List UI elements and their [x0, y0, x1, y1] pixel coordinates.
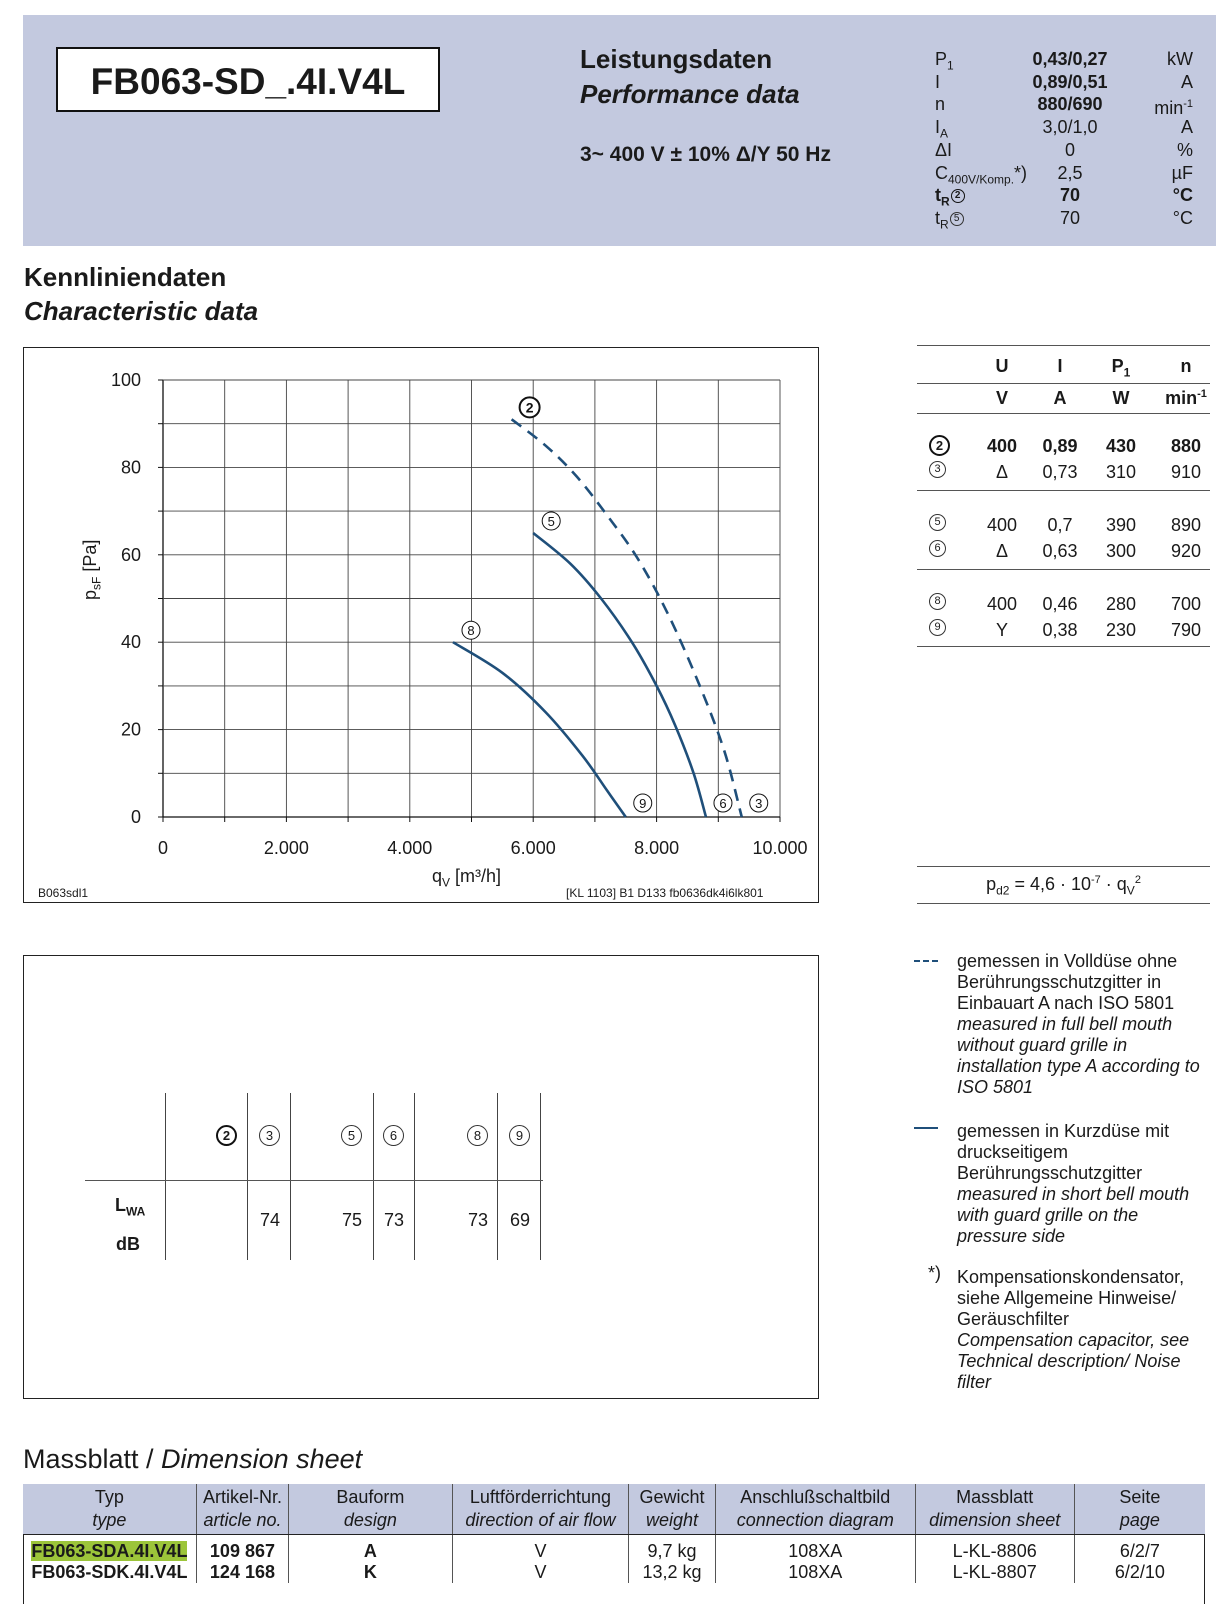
dim-header-en: design: [343, 1510, 397, 1530]
operating-point-marker: [929, 619, 946, 637]
dim-header-de: Bauform: [336, 1487, 405, 1507]
dim-header-en: dimension sheet: [929, 1510, 1061, 1530]
circle-marker-3: 3: [929, 461, 946, 478]
dimension-title: Massblatt / Dimension sheet: [23, 1444, 363, 1474]
spec-symbol-text: P: [935, 49, 948, 69]
flow-formula: [917, 874, 1210, 898]
table-cell-n: 910: [1170, 462, 1202, 482]
table-cell-U: 400: [986, 436, 1018, 456]
noise-col-divider: [373, 1093, 374, 1260]
circle-marker-2: 2: [216, 1125, 237, 1146]
spec-symbol-text: C: [935, 162, 948, 183]
circle-marker-3: 3: [259, 1125, 280, 1146]
performance-chart: [23, 347, 819, 903]
table-cell-I: 0,73: [1042, 462, 1078, 482]
noise-value: 75: [341, 1210, 363, 1230]
table-cell-U: 400: [986, 515, 1018, 535]
curve-5: [533, 533, 706, 817]
table-cell-P: 430: [1105, 436, 1137, 456]
noise-col-marker: [259, 1125, 280, 1146]
x-tick-label: 8.000: [634, 838, 680, 858]
x-tick-label: 0: [157, 838, 169, 858]
dim-header-de: Artikel-Nr.: [202, 1487, 282, 1507]
dimension-table: [23, 1484, 1205, 1583]
formula-p: p: [986, 874, 997, 894]
x-tick-label: 4.000: [387, 838, 433, 858]
table-cell-n: 890: [1170, 515, 1202, 535]
y-tick-label: 0: [130, 807, 141, 827]
table-cell-n: 700: [1170, 594, 1202, 614]
table-cell-I: 0,46: [1042, 594, 1078, 614]
legend-dashed-en: measured in full bell mouth without guard grille in installation type A according to ISO 5801: [957, 1014, 1200, 1097]
circle-marker-6: 6: [929, 540, 946, 557]
operating-point-marker: [929, 514, 946, 532]
table-unit: V: [995, 388, 1008, 408]
table-cell-U: Y: [995, 620, 1008, 640]
circle-marker-9: 9: [929, 619, 946, 636]
noise-col-divider: [247, 1093, 248, 1260]
spec-unit: %: [1176, 139, 1193, 160]
circle-marker-2: 2: [951, 189, 965, 203]
noise-col-marker: [467, 1125, 488, 1146]
noise-col-marker: [341, 1125, 362, 1146]
y-tick-label: 100: [110, 370, 141, 390]
dim-header: [452, 1484, 628, 1535]
dim-header-de: Typ: [94, 1487, 124, 1507]
curve-start-label-2: 2: [525, 399, 534, 416]
noise-col-divider: [290, 1093, 291, 1260]
spec-unit: °C: [1172, 185, 1193, 206]
chart-curves: [453, 419, 742, 817]
table-rule-header: [917, 383, 1210, 384]
dim-header-en: direction of air flow: [465, 1510, 616, 1530]
chart-ticks: [111, 370, 808, 858]
dim-value-diagram: 108XA: [788, 1562, 843, 1582]
x-tick-label: 6.000: [510, 838, 556, 858]
dim-value-design: A: [363, 1541, 377, 1561]
operating-point-marker: [929, 435, 950, 456]
dim-value-airflow: V: [534, 1541, 547, 1561]
dim-header-de: Gewicht: [639, 1487, 705, 1507]
dim-value-weight: 13,2 kg: [642, 1562, 702, 1582]
spec-value: 0: [1064, 139, 1075, 160]
dim-header-de: Luftförderrichtung: [469, 1487, 611, 1507]
spec-symbol-text: I: [935, 117, 941, 138]
spec-symbol-text: t: [935, 185, 941, 206]
noise-col-divider: [497, 1093, 498, 1260]
dim-header-de: Seite: [1119, 1487, 1161, 1507]
dim-cell-sheet: [915, 1535, 1074, 1563]
dim-cell-airflow: [452, 1535, 628, 1563]
legend-dashed: [957, 951, 1212, 1098]
table-cell-I: 0,7: [1047, 515, 1073, 535]
x-tick-label: 2.000: [263, 838, 309, 858]
table-unit-sup: -1: [1197, 388, 1207, 400]
circle-marker-5: 5: [341, 1125, 362, 1146]
noise-frame: [23, 955, 819, 1399]
legend-note-de: Kompensationskondensator, siehe Allgemeine Hinweise/ Geräuschfilter: [957, 1267, 1185, 1329]
dim-header: [715, 1484, 915, 1535]
circle-marker-5: 5: [950, 212, 964, 226]
table-rule-formula-top: [917, 866, 1210, 867]
noise-col-marker: [383, 1125, 404, 1146]
formula-p-sub: d2: [996, 883, 1010, 898]
dim-header: [196, 1484, 288, 1535]
spec-symbol-sub: R: [940, 217, 949, 232]
table-unit: $\min^{-1}$: [1165, 388, 1207, 408]
noise-value: 73: [467, 1210, 489, 1230]
curve-2: [512, 419, 742, 817]
table-cell-U: Δ: [995, 462, 1009, 482]
spec-unit: °C: [1172, 207, 1193, 228]
noise-value: 73: [383, 1210, 405, 1230]
dim-value-weight: 9,7 kg: [647, 1541, 697, 1561]
table-cell-P: 300: [1105, 541, 1137, 561]
dim-cell-sheet: [915, 1562, 1074, 1583]
y-tick-label: 60: [120, 544, 141, 565]
chart-reference: [KL 1103] B1 D133 fb0636dk4i6lk801: [566, 886, 764, 900]
table-header: I: [1057, 356, 1063, 376]
curve-end-label-6: 6: [719, 796, 727, 811]
spec-unit: µF: [1171, 162, 1193, 183]
spec-value: 0,89/0,51: [1032, 71, 1108, 92]
noise-label-sub: WA: [126, 1204, 146, 1219]
x-axis-label: $q_V$ [m³/h]: [432, 866, 502, 890]
table-rule-units: [917, 413, 1210, 414]
noise-col-divider: [165, 1093, 166, 1260]
table-cell-P: 280: [1105, 594, 1137, 614]
spec-value: 0,43/0,27: [1032, 49, 1108, 69]
dim-header-en: connection diagram: [736, 1510, 894, 1530]
characteristic-title-en: Characteristic data: [24, 296, 259, 326]
table-cell-I: 0,38: [1042, 620, 1078, 640]
circle-marker-8: 8: [467, 1125, 488, 1146]
dim-header-de: Anschlußschaltbild: [740, 1487, 891, 1507]
dim-value-page: 6/2/10: [1114, 1562, 1165, 1582]
operating-point-marker: [929, 540, 946, 558]
note-marker: *): [928, 1263, 941, 1283]
curve-end-label-3: 3: [755, 796, 763, 811]
dim-cell-type: [23, 1562, 196, 1583]
model-title: FB063-SD_.4I.V4L: [56, 47, 440, 112]
circle-marker-5: 5: [929, 514, 946, 531]
circle-marker-2: 2: [929, 435, 950, 456]
spec-symbol-sub: A: [940, 126, 949, 141]
dim-cell-design: [289, 1562, 453, 1583]
curve-start-label-8: 8: [467, 623, 475, 639]
spec-symbol-text: ΔI: [935, 139, 953, 160]
noise-col-marker: [509, 1125, 530, 1146]
legend-note-en: Compensation capacitor, see Technical description/ Noise filter: [957, 1330, 1190, 1392]
noise-value: 74: [259, 1210, 281, 1230]
table-cell-U: 400: [986, 594, 1018, 614]
spec-symbol-sub: 400V/Komp.: [948, 172, 1015, 187]
dim-row: [23, 1535, 1205, 1563]
formula-mid: = 4,6 · 10: [1009, 874, 1091, 894]
dim-value-article: 109 867: [209, 1541, 275, 1561]
noise-col-marker: [216, 1125, 237, 1146]
dashed-line-legend-icon: [914, 960, 938, 962]
table-rule-group1: [917, 490, 1210, 491]
spec-symbol-text: t: [935, 207, 941, 228]
table-header: $P_1$: [1111, 356, 1131, 380]
dim-value-type: FB063-SDA.4I.V4L: [31, 1541, 188, 1561]
spec-symbol-sub: 1: [947, 58, 954, 73]
dim-header-en: type: [92, 1510, 127, 1530]
spec-value: 3,0/1,0: [1042, 117, 1098, 138]
perf-title-de: Leistungsdaten: [580, 44, 773, 74]
spec-unit: kW: [1167, 49, 1193, 69]
dim-cell-diagram: [715, 1562, 915, 1583]
table-unit: W: [1112, 388, 1130, 408]
table-cell-n: 790: [1170, 620, 1202, 640]
dim-header: [23, 1484, 196, 1535]
table-cell-P: 390: [1105, 515, 1137, 535]
table-unit: A: [1053, 388, 1067, 408]
dim-cell-diagram: [715, 1535, 915, 1563]
dim-cell-design: [289, 1535, 453, 1563]
dim-row: [23, 1562, 1205, 1583]
dim-header-en: page: [1119, 1510, 1160, 1530]
dim-header-en: article no.: [203, 1510, 282, 1530]
circle-marker-9: 9: [509, 1125, 530, 1146]
operating-point-marker: [929, 593, 946, 611]
dim-value-airflow: V: [534, 1562, 547, 1582]
table-header: U: [995, 356, 1009, 376]
table-rule-top: [917, 345, 1210, 346]
spec-unit: A: [1180, 117, 1193, 138]
table-cell-I: 0,89: [1042, 436, 1078, 456]
noise-value: 69: [509, 1210, 531, 1230]
y-axis-label: $p_{sF}$ [Pa]: [80, 539, 104, 600]
circle-marker-6: 6: [383, 1125, 404, 1146]
table-rule-group2: [917, 569, 1210, 570]
curve-end-label-9: 9: [639, 796, 647, 811]
dim-value-page: 6/2/7: [1119, 1541, 1160, 1561]
dim-value-sheet: L-KL-8807: [952, 1562, 1037, 1582]
y-tick-label: 80: [120, 457, 141, 478]
spec-value: 70: [1059, 185, 1081, 206]
chart-id: B063sdl1: [38, 886, 89, 900]
dim-value-sheet: L-KL-8806: [952, 1541, 1037, 1561]
dim-cell-airflow: [452, 1562, 628, 1583]
spec-unit-sup: -1: [1183, 98, 1193, 111]
x-tick-label: 10.000: [752, 838, 808, 858]
table-cell-n: 880: [1170, 436, 1202, 456]
dim-value-article: 124 168: [209, 1562, 275, 1582]
noise-label: $L_{WA}$: [115, 1195, 146, 1219]
dim-cell-weight: [629, 1535, 716, 1563]
spec-value: 880/690: [1037, 94, 1103, 115]
dim-header: [1074, 1484, 1205, 1535]
dim-value-design: K: [363, 1562, 377, 1582]
dim-cell-page: [1074, 1562, 1205, 1583]
noise-row-divider: [85, 1180, 543, 1181]
solid-line-legend-icon: [914, 1127, 938, 1129]
dim-cell-type: [23, 1535, 196, 1563]
table-cell-P: 230: [1105, 620, 1137, 640]
y-tick-label: 20: [120, 719, 141, 740]
dim-value-type: FB063-SDK.4I.V4L: [31, 1562, 188, 1582]
dim-cell-weight: [629, 1562, 716, 1583]
spec-value: 70: [1059, 207, 1081, 228]
formula-tail: · q: [1100, 874, 1127, 894]
legend-dashed-de: gemessen in Volldüse ohne Berührungsschutzgitter in Einbauart A nach ISO 5801: [957, 951, 1178, 1013]
spec-symbol-text: n: [935, 94, 946, 115]
noise-unit: dB: [116, 1234, 140, 1254]
spec-symbol-sub: R: [941, 194, 950, 209]
noise-col-divider: [414, 1093, 415, 1260]
table-header-sub: 1: [1123, 365, 1131, 380]
table-cell-n: 920: [1170, 541, 1202, 561]
perf-title-en: Performance data: [580, 79, 800, 109]
noise-col-divider: [540, 1093, 541, 1260]
dim-cell-page: [1074, 1535, 1205, 1563]
legend-note: [957, 1267, 1212, 1393]
spec-symbol-text: I: [935, 71, 941, 92]
chart-markers: [462, 397, 768, 812]
dim-cell-article: [196, 1535, 288, 1563]
y-tick-label: 40: [120, 632, 141, 653]
formula-tail-sub: V: [1126, 883, 1135, 898]
dim-header: [915, 1484, 1074, 1535]
legend-solid-de: gemessen in Kurzdüse mit druckseitigem Berührungsschutzgitter: [957, 1121, 1170, 1183]
spec-symbol-suffix: *): [1014, 162, 1028, 183]
dim-header-en: weight: [645, 1510, 699, 1530]
table-cell-I: 0,63: [1042, 541, 1078, 561]
operating-point-marker: [929, 461, 946, 479]
spec-unit: A: [1180, 71, 1193, 92]
spec-unit: $\min^{-1}$: [1154, 98, 1193, 119]
table-cell-P: 310: [1105, 462, 1137, 482]
table-header: n: [1180, 356, 1192, 376]
formula-tail-exp: 2: [1134, 874, 1141, 886]
table-rule-group3: [917, 646, 1210, 647]
legend-solid-en: measured in short bell mouth with guard grille on the pressure side: [957, 1184, 1190, 1246]
circle-marker-8: 8: [929, 593, 946, 610]
formula-exp: -7: [1091, 874, 1101, 886]
spec-value: 2,5: [1057, 162, 1083, 183]
voltage-spec: 3~ 400 V ± 10% Δ/Y 50 Hz: [580, 143, 831, 166]
characteristic-title-de: Kennliniendaten: [24, 262, 227, 292]
curve-start-label-5: 5: [547, 513, 555, 529]
dim-header-de: Massblatt: [956, 1487, 1034, 1507]
dim-header: [629, 1484, 716, 1535]
table-cell-U: Δ: [995, 541, 1009, 561]
dim-header: [289, 1484, 453, 1535]
table-rule-formula-bottom: [917, 903, 1210, 904]
dim-value-diagram: 108XA: [788, 1541, 843, 1561]
dim-cell-article: [196, 1562, 288, 1583]
legend-solid: [957, 1121, 1212, 1247]
